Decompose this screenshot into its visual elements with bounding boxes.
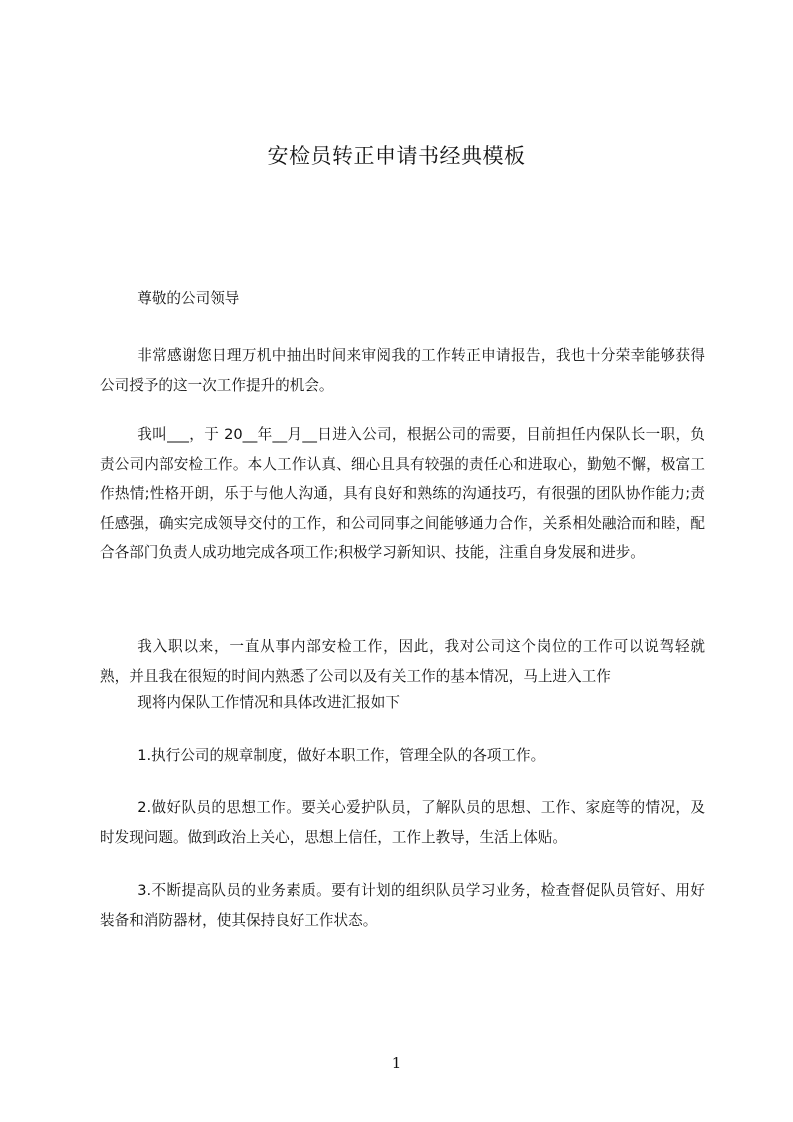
salutation: 尊敬的公司领导 (137, 290, 240, 307)
paragraph-report-intro: 现将内保队工作情况和具体改进汇报如下 (137, 694, 400, 711)
list-item-1: 1.执行公司的规章制度，做好本职工作，管理全队的各项工作。 (137, 747, 546, 764)
paragraph-self-introduction: 我叫___，于 20__年__月__日进入公司，根据公司的需要，目前担任内保队长一职，负责公司内部安检工作。本人工作认真、细心且具有较强的责任心和进取心，勤勉不懈，极富工作热情;性格开朗，乐于与他人沟通，具有良好和熟练的沟通技巧，有很强的团队协作能力;责任感强，确实完成领导交付的工作，和公司同事之间能够通力合作，关系相处融洽而和睦，配合各部门负责人成功地完成各项工作;积极学习新知识、技能，注重自身发展和进步。 (100, 426, 705, 561)
list-item-3: 3.不断提高队员的业务素质。要有计划的组织队员学习业务，检查督促队员管好、用好装备和消防器材，使其保持良好工作状态。 (100, 882, 705, 929)
page-number: 1 (391, 1054, 402, 1072)
list-item-2: 2.做好队员的思想工作。要关心爱护队员，了解队员的思想、工作、家庭等的情况，及时发现问题。做到政治上关心，思想上信任，工作上教导，生活上体贴。 (100, 799, 705, 846)
paragraph-work-experience: 我入职以来，一直从事内部安检工作，因此，我对公司这个岗位的工作可以说驾轻就熟，并且我在很短的时间内熟悉了公司以及有关工作的基本情况，马上进入工作 (100, 638, 705, 685)
paragraph-gratitude: 非常感谢您日理万机中抽出时间来审阅我的工作转正申请报告，我也十分荣幸能够获得公司授予的这一次工作提升的机会。 (100, 347, 705, 394)
document-title: 安检员转正申请书经典模板 (267, 144, 526, 168)
